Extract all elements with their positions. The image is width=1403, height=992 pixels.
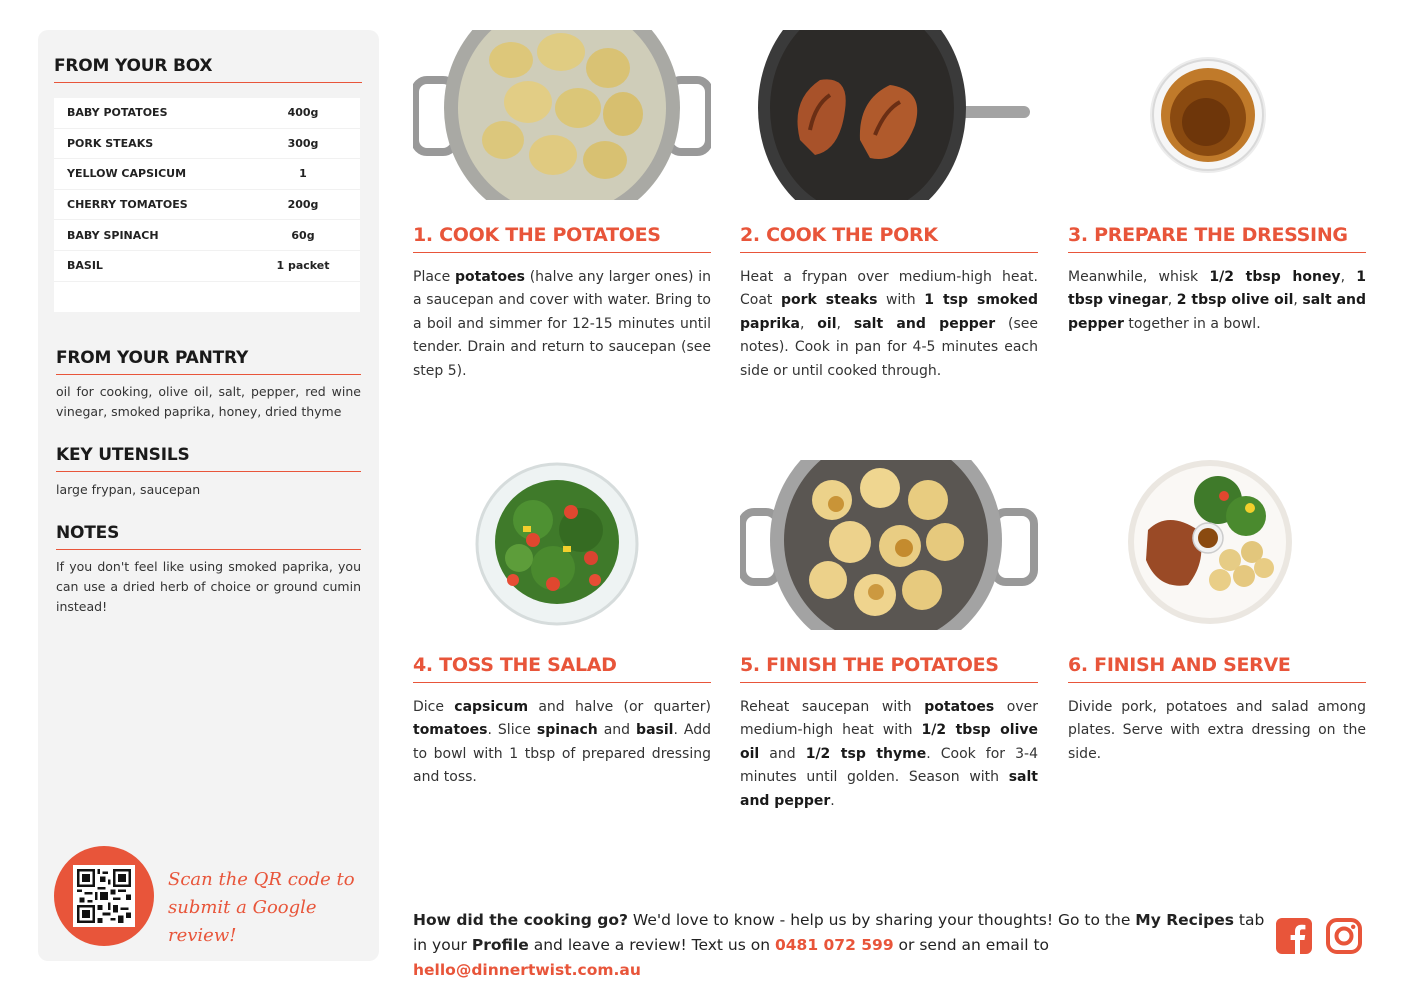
step-2 xyxy=(740,30,1038,410)
step-text-segment: (see notes). Cook in pan for 4-5 minutes each side or until cooked through. xyxy=(740,315,1039,379)
step-text-bold: pork steaks xyxy=(780,292,878,309)
step-1-text xyxy=(413,266,711,383)
email-link[interactable]: hello@dinnertwist.com.au xyxy=(413,961,641,979)
step-3 xyxy=(1068,30,1366,410)
footer-text-2: tab in your xyxy=(413,911,1265,954)
notes-text: If you don't feel like using smoked paprika, you can use a dried herb of choice or ground cumin instead! xyxy=(56,559,361,614)
step-3-text xyxy=(1068,266,1366,336)
step-text-bold: 1 tsp smoked paprika xyxy=(740,292,1038,332)
step-text-bold: salt and pepper xyxy=(853,315,996,332)
step-text-segment: , xyxy=(1167,292,1177,309)
table-row xyxy=(54,129,360,160)
step-text-segment: Heat a frypan over medium-high heat. Coat xyxy=(740,269,1038,309)
step-1-title: 1. COOK THE POTATOES xyxy=(413,224,711,253)
ingredient-name: PORK STEAKS xyxy=(67,136,154,150)
from-your-pantry-heading: FROM YOUR PANTRY xyxy=(56,348,361,375)
step-text-segment: together in a bowl. xyxy=(1123,315,1261,332)
step-5-text xyxy=(740,696,1038,813)
step-text-segment: with xyxy=(877,292,925,309)
facebook-icon[interactable] xyxy=(1275,917,1313,955)
table-row xyxy=(54,251,360,282)
ingredient-name: BABY SPINACH xyxy=(67,228,159,242)
ingredients-table xyxy=(54,98,360,312)
table-row xyxy=(54,98,360,129)
step-4-text xyxy=(413,696,711,790)
feedback-footer xyxy=(413,908,1273,983)
ingredient-name: YELLOW CAPSICUM xyxy=(67,167,187,181)
step-text-segment: . Slice xyxy=(487,722,537,739)
step-text-bold: capsicum xyxy=(454,699,529,715)
step-text-bold: potatoes xyxy=(455,269,525,285)
footer-text-4: or send an email to xyxy=(893,936,1050,954)
my-recipes-link[interactable]: My Recipes xyxy=(1135,911,1234,929)
step-text-bold: oil xyxy=(817,315,837,332)
step-4-title: 4. TOSS THE SALAD xyxy=(413,654,711,683)
step-text-segment: and xyxy=(597,722,637,739)
step-text-segment: and halve (or quarter) xyxy=(528,699,711,715)
step-5 xyxy=(740,460,1038,809)
step-text-segment: Divide pork, potatoes and salad among plates. Serve with extra dressing on the side. xyxy=(1068,699,1366,762)
step-5-title: 5. FINISH THE POTATOES xyxy=(740,654,1038,683)
utensils-text: large frypan, saucepan xyxy=(56,482,201,497)
step-text-bold: 1 tbsp vinegar xyxy=(1068,269,1366,309)
ingredient-qty: 300g xyxy=(287,136,319,150)
step-2-text xyxy=(740,266,1038,383)
step-6-title: 6. FINISH AND SERVE xyxy=(1068,654,1366,683)
step-text-segment: over medium-high heat with xyxy=(740,699,1038,739)
step-text-segment: . xyxy=(830,792,835,809)
table-row xyxy=(54,159,360,190)
ingredient-name: BABY POTATOES xyxy=(67,106,168,120)
step-text-segment: (halve any larger ones) in a saucepan and cover with water. Bring to a boil and simmer for 12-15 minutes until tender. Drain and return to saucepan (see step 5). xyxy=(413,269,712,379)
step-text-segment: Reheat saucepan with xyxy=(740,699,925,715)
ingredient-qty: 1 packet xyxy=(276,259,330,273)
table-row xyxy=(54,190,360,221)
profile-link[interactable]: Profile xyxy=(471,936,529,954)
step-text-bold: tomatoes xyxy=(413,722,488,739)
phone-number[interactable]: 0481 072 599 xyxy=(774,936,894,954)
step-text-segment: Meanwhile, whisk xyxy=(1068,269,1210,285)
salad-bowl-image xyxy=(413,460,711,630)
key-utensils-heading: KEY UTENSILS xyxy=(56,445,361,472)
step-6 xyxy=(1068,460,1366,800)
step-text-segment: , xyxy=(836,315,854,332)
footer-question: How did the cooking go? xyxy=(413,911,628,929)
step-text-bold: spinach xyxy=(536,722,598,739)
step-1 xyxy=(413,30,711,410)
table-row-empty xyxy=(54,282,360,312)
step-text-segment: , xyxy=(1293,292,1303,309)
step-text-segment: . Cook for 3-4 minutes until golden. Season with xyxy=(740,745,1038,786)
footer-text-3: and leave a review! Text us on xyxy=(528,936,775,954)
step-6-text xyxy=(1068,696,1366,766)
notes-heading: NOTES xyxy=(56,523,361,550)
step-text-bold: potatoes xyxy=(924,699,995,715)
step-text-segment: Place xyxy=(413,269,455,285)
ingredient-qty: 200g xyxy=(287,198,319,212)
step-text-bold: 1/2 tbsp olive oil xyxy=(740,722,1038,762)
plated-meal-image xyxy=(1068,460,1366,630)
step-text-segment: , xyxy=(1340,269,1357,285)
step-text-bold: 1/2 tbsp honey xyxy=(1209,269,1341,285)
from-your-box-heading: FROM YOUR BOX xyxy=(54,56,362,83)
qr-review-text xyxy=(168,866,379,950)
step-text-segment: , xyxy=(799,315,818,332)
step-text-segment: . Add to bowl with 1 tbsp of prepared dressing and toss. xyxy=(413,722,711,786)
step-text-bold: salt and pepper xyxy=(740,769,1038,809)
pantry-text: oil for cooking, olive oil, salt, pepper, red wine vinegar, smoked paprika, honey, dried thyme xyxy=(56,384,361,419)
golden-potatoes-saucepan-image xyxy=(740,460,1038,630)
step-text-bold: 1/2 tsp thyme xyxy=(805,745,927,762)
step-text-bold: basil xyxy=(636,722,674,739)
qr-text-line-2: submit a Google review! xyxy=(168,897,317,946)
dressing-bowl-image xyxy=(1068,30,1366,200)
step-4 xyxy=(413,460,711,800)
ingredient-name: BASIL xyxy=(67,259,103,273)
step-2-title: 2. COOK THE PORK xyxy=(740,224,1038,253)
qr-badge[interactable] xyxy=(54,846,154,946)
step-3-title: 3. PREPARE THE DRESSING xyxy=(1068,224,1366,253)
qr-code-icon xyxy=(73,865,135,927)
potatoes-saucepan-image xyxy=(413,30,711,200)
step-text-segment: Dice xyxy=(413,699,455,715)
ingredient-name: CHERRY TOMATOES xyxy=(67,198,188,212)
ingredient-qty: 60g xyxy=(291,228,315,242)
qr-text-line-1: Scan the QR code to xyxy=(168,869,355,890)
ingredient-qty: 1 xyxy=(299,167,307,181)
step-text-segment: and xyxy=(759,745,806,762)
sidebar xyxy=(38,30,379,961)
footer-text-1: We'd love to know - help us by sharing your thoughts! Go to the xyxy=(627,911,1136,929)
ingredient-qty: 400g xyxy=(287,106,319,120)
table-row xyxy=(54,220,360,251)
step-text-bold: 2 tbsp olive oil xyxy=(1176,292,1294,309)
step-text-bold: salt and pepper xyxy=(1068,292,1367,332)
instagram-icon[interactable] xyxy=(1325,917,1363,955)
pork-frypan-image xyxy=(740,30,1038,200)
